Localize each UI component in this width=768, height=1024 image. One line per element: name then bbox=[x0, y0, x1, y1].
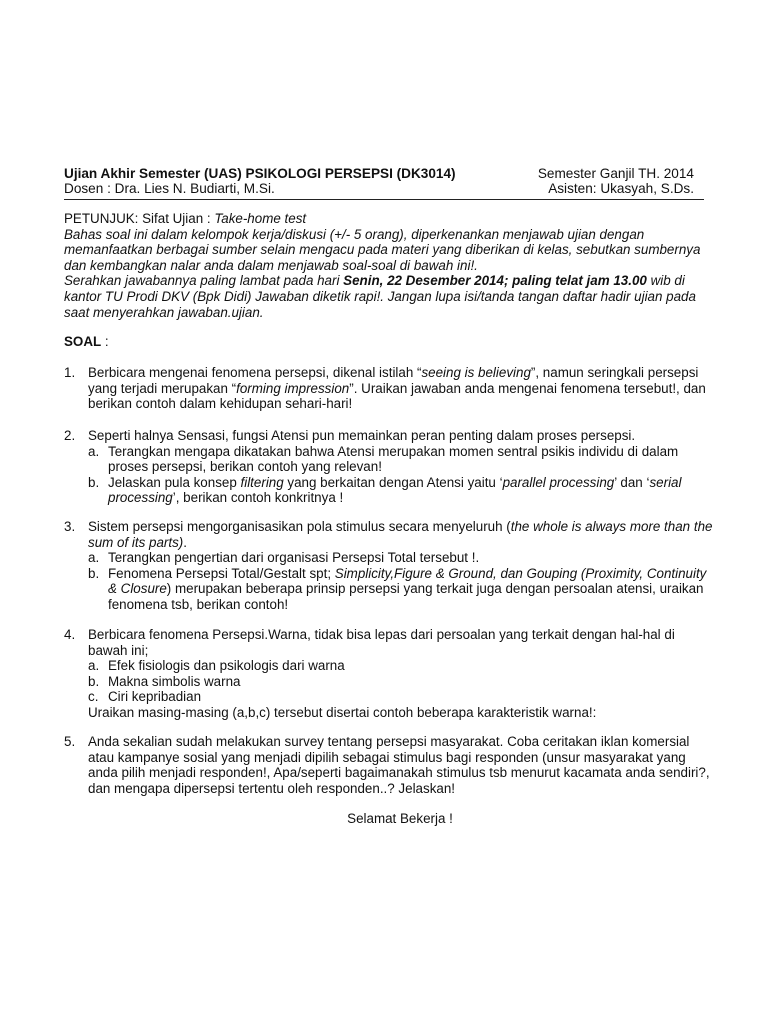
instructions-line bbox=[64, 211, 714, 227]
closing-text: Selamat Bekerja ! bbox=[347, 811, 453, 826]
question-3b bbox=[88, 566, 714, 613]
sub-text: Ciri kepribadian bbox=[108, 689, 202, 705]
q2b-part: Jelaskan pula konsep bbox=[108, 474, 241, 490]
sub-label: c. bbox=[88, 689, 99, 705]
lecturer-label: Dosen : Dra. Lies N. Budiarti, M.Si. bbox=[64, 181, 275, 196]
question-5 bbox=[64, 734, 714, 796]
semester-label: Semester Ganjil TH. 2014 bbox=[537, 166, 694, 181]
soal-heading-text: SOAL bbox=[64, 334, 102, 349]
question-3 bbox=[64, 519, 714, 613]
q1-part: Berbicara mengenai fenomena persepsi, dikenal istilah “ bbox=[88, 365, 422, 380]
instructions-block bbox=[64, 211, 714, 320]
assistant-label: Asisten: Ukasyah, S.Ds. bbox=[548, 181, 694, 196]
sub-label: a. bbox=[88, 550, 100, 566]
exam-title: Ujian Akhir Semester (UAS) PSIKOLOGI PERSEPSI (DK3014) bbox=[64, 166, 456, 181]
question-text bbox=[88, 365, 714, 412]
question-2a bbox=[88, 444, 714, 475]
question-number: 3. bbox=[64, 519, 76, 534]
sub-text: Terangkan mengapa dikatakan bahwa Atensi merupakan momen sentral psikis individu di dalam proses persepsi, berikan contoh yang relevan! bbox=[108, 443, 679, 475]
sub-text: Makna simbolis warna bbox=[108, 673, 241, 689]
q3-part: Sistem persepsi mengorganisasikan pola stimulus secara menyeluruh ( bbox=[88, 519, 511, 534]
deadline-date: Senin, 22 Desember 2014; paling telat jam 13.00 bbox=[343, 273, 647, 289]
instructions-label: PETUNJUK: Sifat Ujian : bbox=[64, 211, 215, 226]
sub-label: a. bbox=[88, 443, 100, 459]
question-text bbox=[88, 519, 714, 550]
q1-part: ”. Uraikan jawaban anda mengenai fenomena tersebut!, dan berikan contoh dalam kehidupan sehari-hari! bbox=[88, 380, 706, 412]
q2b-term: filtering bbox=[240, 474, 284, 490]
question-4c bbox=[88, 689, 714, 705]
header-divider bbox=[64, 199, 704, 200]
deadline-pre: Serahkan jawabannya paling lambat pada hari bbox=[64, 273, 344, 289]
q1-part: ”, namun seringkali persepsi yang terjadi merupakan “ bbox=[88, 365, 699, 396]
question-number: 4. bbox=[64, 627, 76, 642]
question-4a bbox=[88, 658, 714, 674]
q1-term: forming impression bbox=[236, 380, 350, 396]
exam-type: Take-home test bbox=[214, 211, 307, 226]
question-text: Anda sekalian sudah melakukan survey tentang persepsi masyarakat. Coba ceritakan iklan komersial atau kampanye sosial yang menjadi dipilih sebagai stimulus bagi responden (unsur masyarakat yang anda pilih menjadi responden!, Apa/seperti bagaimanakah stimulus tsb menurut kacamata anda sendiri?, dan mengapa dipersepsi tertentu oleh responden..? Jelaskan! bbox=[88, 734, 710, 796]
q3-term: the whole is always more than the sum of its parts) bbox=[88, 519, 713, 550]
question-2 bbox=[64, 428, 714, 506]
question-text: Seperti halnya Sensasi, fungsi Atensi pun memainkan peran penting dalam proses persepsi. bbox=[88, 428, 636, 443]
q3b-part: ) merupakan beberapa prinsip persepsi yang terkait juga dengan persoalan atensi, uraikan fenomena tsb, berikan contoh! bbox=[108, 581, 704, 612]
question-4b bbox=[88, 674, 714, 690]
question-4 bbox=[64, 627, 714, 721]
question-3a bbox=[88, 550, 714, 566]
sub-text: Efek fisiologis dan psikologis dari warna bbox=[108, 658, 345, 674]
question-2b bbox=[88, 475, 714, 506]
sub-label: b. bbox=[88, 673, 100, 689]
sub-label: b. bbox=[88, 474, 100, 490]
question-text: Berbicara fenomena Persepsi.Warna, tidak bisa lepas dari persoalan yang terkait dengan hal-hal di bawah ini; bbox=[88, 627, 675, 658]
header-row-1 bbox=[64, 166, 694, 182]
sub-text: Terangkan pengertian dari organisasi Persepsi Total tersebut !. bbox=[108, 550, 480, 566]
question-number: 5. bbox=[64, 734, 76, 749]
q2b-term: serial processing bbox=[108, 474, 682, 506]
instructions-text: Bahas soal ini dalam kelompok kerja/diskusi (+/- 5 orang), diperkenankan menjawab ujian dengan memanfaatkan berbagai sumber selain mengacu pada materi yang diberikan di kelas, sebutkan sumbernya dan kembangkan nalar anda dalam menjawab soal-soal di bawah ini!. bbox=[64, 226, 701, 273]
header-row-2 bbox=[64, 181, 694, 197]
q3b-part: Fenomena Persepsi Total/Gestalt spt; bbox=[108, 565, 335, 581]
question-4-closing: Uraikan masing-masing (a,b,c) tersebut disertai contoh beberapa karakteristik warna!: bbox=[88, 704, 597, 720]
soal-heading bbox=[64, 334, 109, 350]
q2b-term: parallel processing bbox=[502, 474, 615, 490]
q2b-part: ’, berikan contoh konkritnya ! bbox=[172, 490, 344, 506]
sub-label: b. bbox=[88, 565, 100, 581]
sub-label: a. bbox=[88, 658, 100, 674]
q1-term: seeing is believing bbox=[421, 365, 531, 380]
q2b-part: ’ dan ‘ bbox=[614, 474, 650, 490]
deadline-post: wib di kantor TU Prodi DKV (Bpk Didi) Jawaban diketik rapi!. Jangan lupa isi/tanda tangan daftar hadir ujian pada saat menyerahkan jawaban.ujian. bbox=[64, 273, 696, 320]
q3-part: . bbox=[183, 534, 187, 550]
soal-heading-colon: : bbox=[101, 334, 109, 349]
question-1 bbox=[64, 365, 714, 412]
q3b-term: Simplicity,Figure & Ground, dan Gouping (Proximity, Continuity & Closure bbox=[108, 565, 707, 597]
deadline-text bbox=[64, 273, 714, 320]
question-number: 2. bbox=[64, 428, 76, 443]
q2b-part: yang berkaitan dengan Atensi yaitu ‘ bbox=[283, 474, 503, 490]
question-number: 1. bbox=[64, 365, 76, 380]
